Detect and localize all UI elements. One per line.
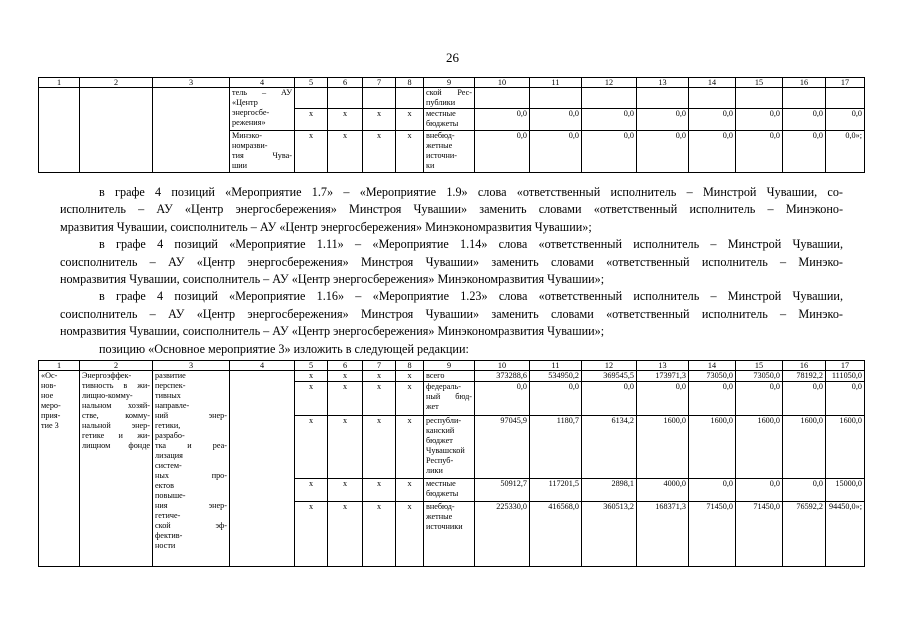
- cell-line: жетные: [426, 512, 453, 521]
- value-cell: 97045,9: [475, 416, 530, 479]
- value-cell: 534950,2: [530, 371, 582, 382]
- cell-line: источники: [426, 522, 463, 531]
- value-cell: 0,0: [736, 479, 783, 502]
- funding-source-cell: [424, 109, 475, 131]
- cell-line: меро-: [41, 401, 61, 410]
- cell-line: ки: [426, 161, 435, 170]
- value-cell: 50912,7: [475, 479, 530, 502]
- cell-line: ных про-: [155, 471, 227, 480]
- cell-line: нов-: [41, 381, 57, 390]
- cell-line: жет: [426, 402, 439, 411]
- value-cell: 0,0: [783, 479, 826, 502]
- value-cell: 71450,0: [736, 502, 783, 567]
- x-cell: x: [396, 416, 424, 479]
- value-cell: 373288,6: [475, 371, 530, 382]
- value-cell: 2898,1: [582, 479, 637, 502]
- table-cell: [39, 88, 80, 173]
- table-row: [39, 88, 865, 109]
- value-cell: 0,0: [783, 382, 826, 416]
- cell-line: направле-: [155, 401, 190, 410]
- column-header: 15: [736, 361, 783, 371]
- value-cell: 73050,0: [689, 371, 736, 382]
- value-cell: 0,0: [689, 479, 736, 502]
- cell-line: тие 3: [41, 421, 59, 430]
- paragraph-line: номразвития Чувашии, соисполнитель – АУ «Центр энергосбережения» Минэкономразвития Чувашии»;: [60, 324, 605, 339]
- cell-line: источни-: [426, 151, 457, 160]
- column-header: 3: [153, 361, 230, 371]
- column-header: 5: [295, 361, 328, 371]
- value-cell: 1600,0: [783, 416, 826, 479]
- value-cell: [826, 88, 865, 109]
- column-header: 11: [530, 361, 582, 371]
- cell-line: республи-: [426, 416, 462, 425]
- cell-line: лищном фонде: [82, 441, 150, 450]
- column-header: 12: [582, 361, 637, 371]
- value-cell: 360513,2: [582, 502, 637, 567]
- x-cell: x: [396, 131, 424, 173]
- cell-line: развитие: [155, 371, 186, 380]
- column-header: 6: [328, 78, 363, 88]
- column-header: 14: [689, 361, 736, 371]
- cell-line: Энергоэффек-: [82, 371, 132, 380]
- column-header: 6: [328, 361, 363, 371]
- value-cell: 0,0: [689, 382, 736, 416]
- cell-line: гетике и жи-: [82, 431, 150, 440]
- cell-line: внебюд-: [426, 131, 455, 140]
- value-cell: 0,0»;: [826, 131, 865, 173]
- column-header: 17: [826, 78, 865, 88]
- x-cell: x: [295, 502, 328, 567]
- cell-line: ный бюд-: [426, 392, 472, 401]
- value-cell: 1180,7: [530, 416, 582, 479]
- value-cell: 416568,0: [530, 502, 582, 567]
- cell-line: тка и реа-: [155, 441, 227, 450]
- paragraph-line: соисполнитель – АУ «Центр энергосбережения» Минстроя Чувашии» заменить словами «ответственный исполнитель – Минэко-: [60, 306, 843, 321]
- column-header: 17: [826, 361, 865, 371]
- x-cell: [396, 88, 424, 109]
- value-cell: 76592,2: [783, 502, 826, 567]
- cell-line: канский: [426, 426, 455, 435]
- value-cell: 0,0: [736, 382, 783, 416]
- cell-line: нальной энер-: [82, 421, 150, 430]
- x-cell: x: [396, 382, 424, 416]
- cell-line: лищно-комму-: [82, 391, 133, 400]
- value-cell: 0,0: [637, 109, 689, 131]
- table-row: [39, 371, 865, 382]
- x-cell: x: [328, 131, 363, 173]
- x-cell: x: [328, 502, 363, 567]
- x-cell: x: [396, 371, 424, 382]
- x-cell: x: [363, 109, 396, 131]
- funding-source-cell: [424, 502, 475, 567]
- value-cell: 0,0: [689, 109, 736, 131]
- cell-line: Минэко-: [232, 131, 262, 140]
- cell-line: ний энер-: [155, 411, 227, 420]
- value-cell: [582, 88, 637, 109]
- value-cell: 0,0: [736, 109, 783, 131]
- cell-line: ния энер-: [155, 501, 227, 510]
- table-cell: [230, 371, 295, 567]
- funding-source-cell: [424, 382, 475, 416]
- cell-line: тель – АУ: [232, 88, 292, 97]
- value-cell: 0,0: [475, 109, 530, 131]
- value-cell: 168371,3: [637, 502, 689, 567]
- value-cell: 1600,0: [826, 416, 865, 479]
- value-cell: 0,0: [783, 131, 826, 173]
- funding-source-cell: [424, 416, 475, 479]
- column-header: 1: [39, 78, 80, 88]
- cell-line: ное: [41, 391, 54, 400]
- value-cell: [637, 88, 689, 109]
- event-name-cell: [80, 371, 153, 567]
- x-cell: x: [328, 416, 363, 479]
- cell-line: тия Чува-: [232, 151, 292, 160]
- value-cell: [475, 88, 530, 109]
- x-cell: x: [295, 382, 328, 416]
- value-cell: 0,0: [826, 382, 865, 416]
- funding-source-cell: [424, 88, 475, 109]
- cell-line: бюджеты: [426, 119, 459, 128]
- value-cell: 4000,0: [637, 479, 689, 502]
- x-cell: [363, 88, 396, 109]
- paragraph-line: позицию «Основное мероприятие 3» изложить в следующей редакции:: [99, 341, 469, 356]
- value-cell: 1600,0: [637, 416, 689, 479]
- value-cell: 173971,3: [637, 371, 689, 382]
- cell-line: режения»: [232, 118, 266, 127]
- executor-cell: [230, 131, 295, 173]
- value-cell: 15000,0: [826, 479, 865, 502]
- column-header: 2: [80, 78, 153, 88]
- value-cell: 94450,0»;: [826, 502, 865, 567]
- executor-cell: [230, 88, 295, 131]
- column-header: 12: [582, 78, 637, 88]
- column-header: 13: [637, 78, 689, 88]
- cell-line: гетиче-: [155, 511, 181, 520]
- column-header: 16: [783, 361, 826, 371]
- table-cell: [153, 88, 230, 173]
- cell-line: ской Рес-: [426, 88, 472, 97]
- paragraph-line: в графе 4 позиций «Мероприятие 1.7» – «Мероприятие 1.9» слова «ответственный исполнитель – Минстрой Чувашии, со-: [99, 185, 843, 199]
- x-cell: x: [363, 131, 396, 173]
- continuation-table: [38, 77, 865, 173]
- value-cell: [689, 88, 736, 109]
- cell-line: Чувашской: [426, 446, 465, 455]
- x-cell: x: [396, 109, 424, 131]
- x-cell: x: [295, 371, 328, 382]
- cell-line: шии: [232, 161, 248, 170]
- cell-line: лизация: [155, 451, 183, 460]
- x-cell: x: [396, 479, 424, 502]
- value-cell: 6134,2: [582, 416, 637, 479]
- cell-line: лики: [426, 466, 443, 475]
- table-cell: [80, 88, 153, 173]
- cell-line: ности: [155, 541, 176, 550]
- cell-line: «Ос-: [41, 371, 58, 380]
- cell-line: ектов: [155, 481, 174, 490]
- funding-source-cell: [424, 479, 475, 502]
- x-cell: x: [328, 382, 363, 416]
- paragraph-line: соисполнитель – АУ «Центр энергосбережения» Минстроя Чувашии» заменить словами «ответственный исполнитель – Минэко-: [60, 254, 843, 269]
- cell-line: стве, комму-: [82, 411, 150, 420]
- value-cell: 225330,0: [475, 502, 530, 567]
- value-cell: 0,0: [826, 109, 865, 131]
- cell-line: разрабо-: [155, 431, 185, 440]
- value-cell: 0,0: [783, 109, 826, 131]
- cell-line: номразви-: [232, 141, 268, 150]
- value-cell: [736, 88, 783, 109]
- value-cell: 0,0: [582, 109, 637, 131]
- value-cell: 0,0: [637, 131, 689, 173]
- value-cell: 0,0: [582, 382, 637, 416]
- value-cell: 111050,0: [826, 371, 865, 382]
- cell-line: ской эф-: [155, 521, 227, 530]
- cell-line: местные: [426, 479, 456, 488]
- column-header: 16: [783, 78, 826, 88]
- value-cell: 0,0: [475, 382, 530, 416]
- cell-line: бюджеты: [426, 489, 459, 498]
- x-cell: x: [295, 109, 328, 131]
- x-cell: x: [363, 502, 396, 567]
- column-header: 10: [475, 78, 530, 88]
- cell-line: федераль-: [426, 382, 461, 391]
- column-header: 11: [530, 78, 582, 88]
- event-goal-cell: [153, 371, 230, 567]
- column-header: 7: [363, 78, 396, 88]
- value-cell: 73050,0: [736, 371, 783, 382]
- cell-line: «Центр: [232, 98, 258, 107]
- column-header: 5: [295, 78, 328, 88]
- event-status-cell: [39, 371, 80, 567]
- main-event-table: [38, 360, 865, 567]
- column-header: 8: [396, 361, 424, 371]
- cell-line: всего: [426, 371, 445, 380]
- column-header: 7: [363, 361, 396, 371]
- cell-line: энергосбе-: [232, 108, 270, 117]
- x-cell: x: [295, 416, 328, 479]
- column-header: 9: [424, 361, 475, 371]
- cell-line: местные: [426, 109, 456, 118]
- cell-line: прия-: [41, 411, 61, 420]
- value-cell: 0,0: [582, 131, 637, 173]
- cell-line: тивных: [155, 391, 181, 400]
- column-header: 15: [736, 78, 783, 88]
- column-header: 1: [39, 361, 80, 371]
- amendment-text: [60, 184, 843, 358]
- paragraph-line: мразвития Чувашии, соисполнитель – АУ «Центр энергосбережения» Минэкономразвития Чувашии»;: [60, 219, 592, 234]
- x-cell: x: [328, 479, 363, 502]
- value-cell: 0,0: [530, 109, 582, 131]
- funding-source-cell: [424, 371, 475, 382]
- value-cell: 78192,2: [783, 371, 826, 382]
- paragraph-line: номразвития Чувашии, соисполнитель – АУ «Центр энергосбережения» Минэкономразвития Чувашии»;: [60, 272, 605, 287]
- x-cell: x: [363, 382, 396, 416]
- value-cell: [783, 88, 826, 109]
- page-number: 26: [446, 50, 459, 65]
- x-cell: x: [328, 371, 363, 382]
- column-header: 4: [230, 78, 295, 88]
- x-cell: [295, 88, 328, 109]
- cell-line: Респуб-: [426, 456, 454, 465]
- x-cell: [328, 88, 363, 109]
- cell-line: бюджет: [426, 436, 453, 445]
- cell-line: жетные: [426, 141, 453, 150]
- cell-line: повыше-: [155, 491, 186, 500]
- value-cell: 0,0: [736, 131, 783, 173]
- cell-line: тивность в жи-: [82, 381, 150, 390]
- column-header: 10: [475, 361, 530, 371]
- value-cell: 0,0: [530, 131, 582, 173]
- column-header: 14: [689, 78, 736, 88]
- paragraph-line: в графе 4 позиций «Мероприятие 1.11» – «Мероприятие 1.14» слова «ответственный исполнитель – Минстрой Чувашии,: [99, 237, 843, 252]
- x-cell: x: [396, 502, 424, 567]
- value-cell: 0,0: [689, 131, 736, 173]
- value-cell: 369545,5: [582, 371, 637, 382]
- column-header: 2: [80, 361, 153, 371]
- x-cell: x: [363, 479, 396, 502]
- cell-line: перспек-: [155, 381, 186, 390]
- value-cell: [530, 88, 582, 109]
- value-cell: 0,0: [475, 131, 530, 173]
- column-header: 4: [230, 361, 295, 371]
- header-row: [39, 78, 865, 88]
- cell-line: фектив-: [155, 531, 183, 540]
- cell-line: систем-: [155, 461, 182, 470]
- funding-source-cell: [424, 131, 475, 173]
- x-cell: x: [328, 109, 363, 131]
- header-row: [39, 361, 865, 371]
- x-cell: x: [295, 131, 328, 173]
- cell-line: внебюд-: [426, 502, 455, 511]
- value-cell: 71450,0: [689, 502, 736, 567]
- value-cell: 117201,5: [530, 479, 582, 502]
- value-cell: 0,0: [530, 382, 582, 416]
- value-cell: 1600,0: [736, 416, 783, 479]
- column-header: 13: [637, 361, 689, 371]
- paragraph-line: исполнитель – АУ «Центр энергосбережения» Минстроя Чувашии» заменить словами «ответственный исполнитель – Минэконо-: [60, 202, 843, 217]
- value-cell: 0,0: [637, 382, 689, 416]
- x-cell: x: [295, 479, 328, 502]
- value-cell: 1600,0: [689, 416, 736, 479]
- cell-line: нальном хозяй-: [82, 401, 150, 410]
- column-header: 9: [424, 78, 475, 88]
- cell-line: гетики,: [155, 421, 181, 430]
- x-cell: x: [363, 371, 396, 382]
- cell-line: публики: [426, 98, 456, 107]
- x-cell: x: [363, 416, 396, 479]
- column-header: 8: [396, 78, 424, 88]
- paragraph-line: в графе 4 позиций «Мероприятие 1.16» – «Мероприятие 1.23» слова «ответственный исполнитель – Минстрой Чувашии,: [99, 289, 843, 304]
- column-header: 3: [153, 78, 230, 88]
